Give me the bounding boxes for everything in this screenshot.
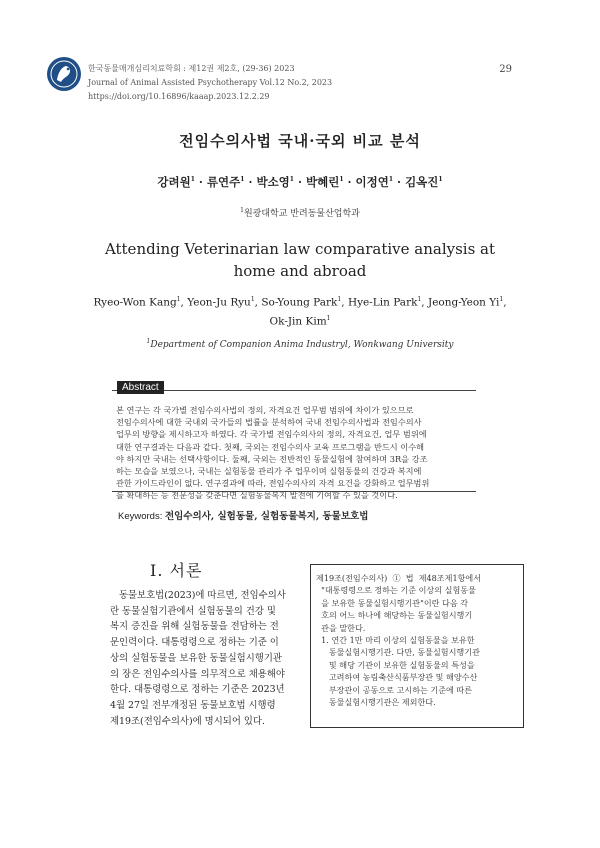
title-en-line: home and abroad bbox=[233, 262, 367, 280]
page-number: 29 bbox=[499, 64, 512, 75]
law-line: 1. 연간 1만 마리 이상의 실험동물을 보유한 bbox=[316, 635, 475, 646]
journal-header bbox=[88, 62, 568, 104]
affiliation-sup: 1 bbox=[146, 338, 151, 345]
authors-ko bbox=[0, 174, 600, 190]
author-name: Jeong-Yeon Yi bbox=[427, 296, 500, 309]
body-line: 제19조(전임수의사)에 명시되어 있다. bbox=[110, 715, 265, 727]
author-separator: , bbox=[421, 296, 428, 309]
author-separator: , bbox=[341, 296, 348, 309]
keywords-label: Keywords: bbox=[118, 511, 165, 522]
body-line: 복지 증진을 위해 실험동물을 전담하는 전 bbox=[110, 621, 279, 633]
author-separator: · bbox=[244, 175, 257, 189]
journal-logo bbox=[46, 56, 82, 92]
law-line: 고려하여 농림축산식품부장관 및 해양수산 bbox=[316, 672, 478, 683]
doi-link[interactable]: https://doi.org/10.16896/kaaap.2023.12.2.29 bbox=[88, 92, 270, 101]
title-en-line: Attending Veterinarian law comparative analysis at bbox=[104, 240, 496, 258]
author-separator: · bbox=[343, 175, 356, 189]
author-sup: 1 bbox=[190, 176, 195, 184]
abstract-line: 전임수의사에 대한 국내외 국가들의 법률을 분석하여 국내 전임수의사법과 전임수의사 bbox=[116, 417, 422, 428]
author-sup: 1 bbox=[417, 296, 422, 303]
body-line: 상의 실험동물을 보유한 동물실험시행기관 bbox=[110, 652, 282, 664]
body-text-left bbox=[110, 588, 294, 729]
author-separator: , bbox=[503, 296, 507, 309]
keywords bbox=[118, 508, 368, 522]
author-sup: 1 bbox=[176, 296, 181, 303]
author-sup: 1 bbox=[289, 176, 294, 184]
law-line: 부장관이 공동으로 고시하는 기준에 따른 bbox=[316, 684, 473, 695]
abstract-label: Abstract bbox=[117, 381, 164, 394]
author-sup: 1 bbox=[438, 176, 443, 184]
paper-title-ko: 전임수의사법 국내·국외 비교 분석 bbox=[179, 132, 421, 150]
author-sup: 1 bbox=[337, 296, 342, 303]
abstract-line: 를 확대하는 등 전문성을 갖춘다면 실험동물복지 발전에 기여할 수 있을 것이다. bbox=[116, 490, 398, 501]
author-name: 이정연 bbox=[355, 175, 389, 189]
abstract-line: 본 연구는 각 국가별 전임수의사법의 정의, 자격요건 업무범 범위에 차이가 있으므로 bbox=[116, 405, 414, 415]
author-name: 김옥진 bbox=[405, 175, 439, 189]
author-name: 박혜린 bbox=[306, 175, 340, 189]
law-line: 동물실험시행기관은 제외한다. bbox=[316, 697, 436, 708]
journal-line-ko: 한국동물매개심리치료학회 : 제12권 제2호, (29-36) 2023 bbox=[88, 64, 295, 73]
author-separator: , bbox=[180, 296, 188, 309]
author-sup: 1 bbox=[339, 176, 344, 184]
author-sup: 1 bbox=[250, 296, 255, 303]
affiliation-en bbox=[0, 338, 600, 350]
body-line: 동물보호법(2023)에 따르면, 전임수의사 bbox=[110, 590, 286, 601]
law-line: 동물실험시행기관. 다만, 동물실험시행기관 bbox=[316, 647, 480, 658]
author-sup: 1 bbox=[240, 176, 245, 184]
law-line: 을 보유한 동물실험시행기관"이란 다음 각 bbox=[316, 597, 469, 608]
affiliation-ko bbox=[0, 206, 600, 219]
authors-en-line bbox=[0, 311, 600, 330]
abstract-text bbox=[116, 404, 476, 502]
author-sup: 1 bbox=[388, 176, 394, 184]
keywords-value: 전임수의사, 실험동물, 실험동물복지, 동물보호법 bbox=[165, 511, 369, 522]
law-line: "대통령령으로 정하는 기준 이상의 실험동물 bbox=[316, 585, 476, 596]
affiliation-text: 원광대학교 반려동물산업학과 bbox=[243, 209, 360, 219]
journal-line-en: Journal of Animal Assisted Psychotherapy Vol.12 No.2, 2023 bbox=[88, 78, 333, 87]
abstract-line: 대한 연구결과는 다음과 같다. 첫째, 국외는 전임수의사 교육 프로그램을 반드시 이수해 bbox=[116, 441, 425, 452]
author-name: 강려원 bbox=[157, 175, 191, 189]
author-name: Yeon-Ju Ryu bbox=[187, 296, 251, 309]
abstract-line: 하는 모습을 보였으나, 국내는 실험동물 관리가 주 업무이며 실험동물의 건강과 복지에 bbox=[116, 466, 422, 477]
law-line: 관을 말한다. bbox=[316, 622, 366, 633]
author-separator: , bbox=[254, 296, 262, 309]
author-sup: 1 bbox=[326, 314, 331, 322]
paper-title-en bbox=[0, 238, 600, 282]
author-name: 류연주 bbox=[206, 175, 241, 189]
body-line: 4월 27일 전부개정된 동물보호법 시행령 bbox=[110, 699, 276, 711]
author-name: So-Young Park bbox=[261, 296, 338, 309]
law-excerpt-text bbox=[316, 572, 522, 708]
body-line: 문인력이다. 대통령령으로 정하는 기준 이 bbox=[110, 637, 279, 649]
law-line: 제19조(전임수의사) ① 법 제48조제1항에서 bbox=[316, 573, 482, 583]
author-name: 박소영 bbox=[256, 175, 290, 189]
body-line: 란 동물실험기관에서 실험동물의 건강 및 bbox=[110, 605, 276, 617]
author-separator: · bbox=[393, 175, 406, 189]
abstract-line: 야 하지만 국내는 선택사항이다. 둘째, 국외는 전반적인 동물실험에 참여하며 3R을 강조 bbox=[116, 453, 428, 464]
author-separator: · bbox=[293, 175, 306, 189]
authors-en-line bbox=[0, 292, 600, 311]
affiliation-text: Department of Companion Anima Industryl, Wonkwang University bbox=[150, 340, 454, 350]
author-name: Ok-Jin Kim bbox=[269, 315, 327, 327]
law-line: 호의 어느 하나에 해당하는 동물실험시행기 bbox=[316, 610, 473, 621]
author-name: Hye-Lin Park bbox=[347, 296, 418, 309]
abstract-line: 업무의 방향을 제시하고자 하였다. 각 국가별 전임수의사의 정의, 자격요건, 업무 범위에 bbox=[116, 429, 427, 440]
authors-en bbox=[0, 292, 600, 329]
body-line: 의 장은 전임수의사를 의무적으로 채용해야 bbox=[110, 668, 285, 680]
law-line: 및 해당 기관이 보유한 실험동물의 특성을 bbox=[316, 659, 475, 670]
affiliation-sup: 1 bbox=[240, 207, 244, 214]
abstract-line: 관한 가이드라인이 없다. 연구결과에 따라, 전임수의사의 자격 요건을 강화하고 업무범위 bbox=[116, 478, 430, 489]
body-line: 한다. 대통령령으로 정하는 기준은 2023년 bbox=[110, 684, 285, 696]
author-sup: 1 bbox=[499, 296, 504, 303]
author-separator: · bbox=[194, 175, 207, 189]
section-title: Ⅰ. 서론 bbox=[150, 561, 203, 580]
author-name: Ryeo-Won Kang bbox=[93, 296, 177, 309]
